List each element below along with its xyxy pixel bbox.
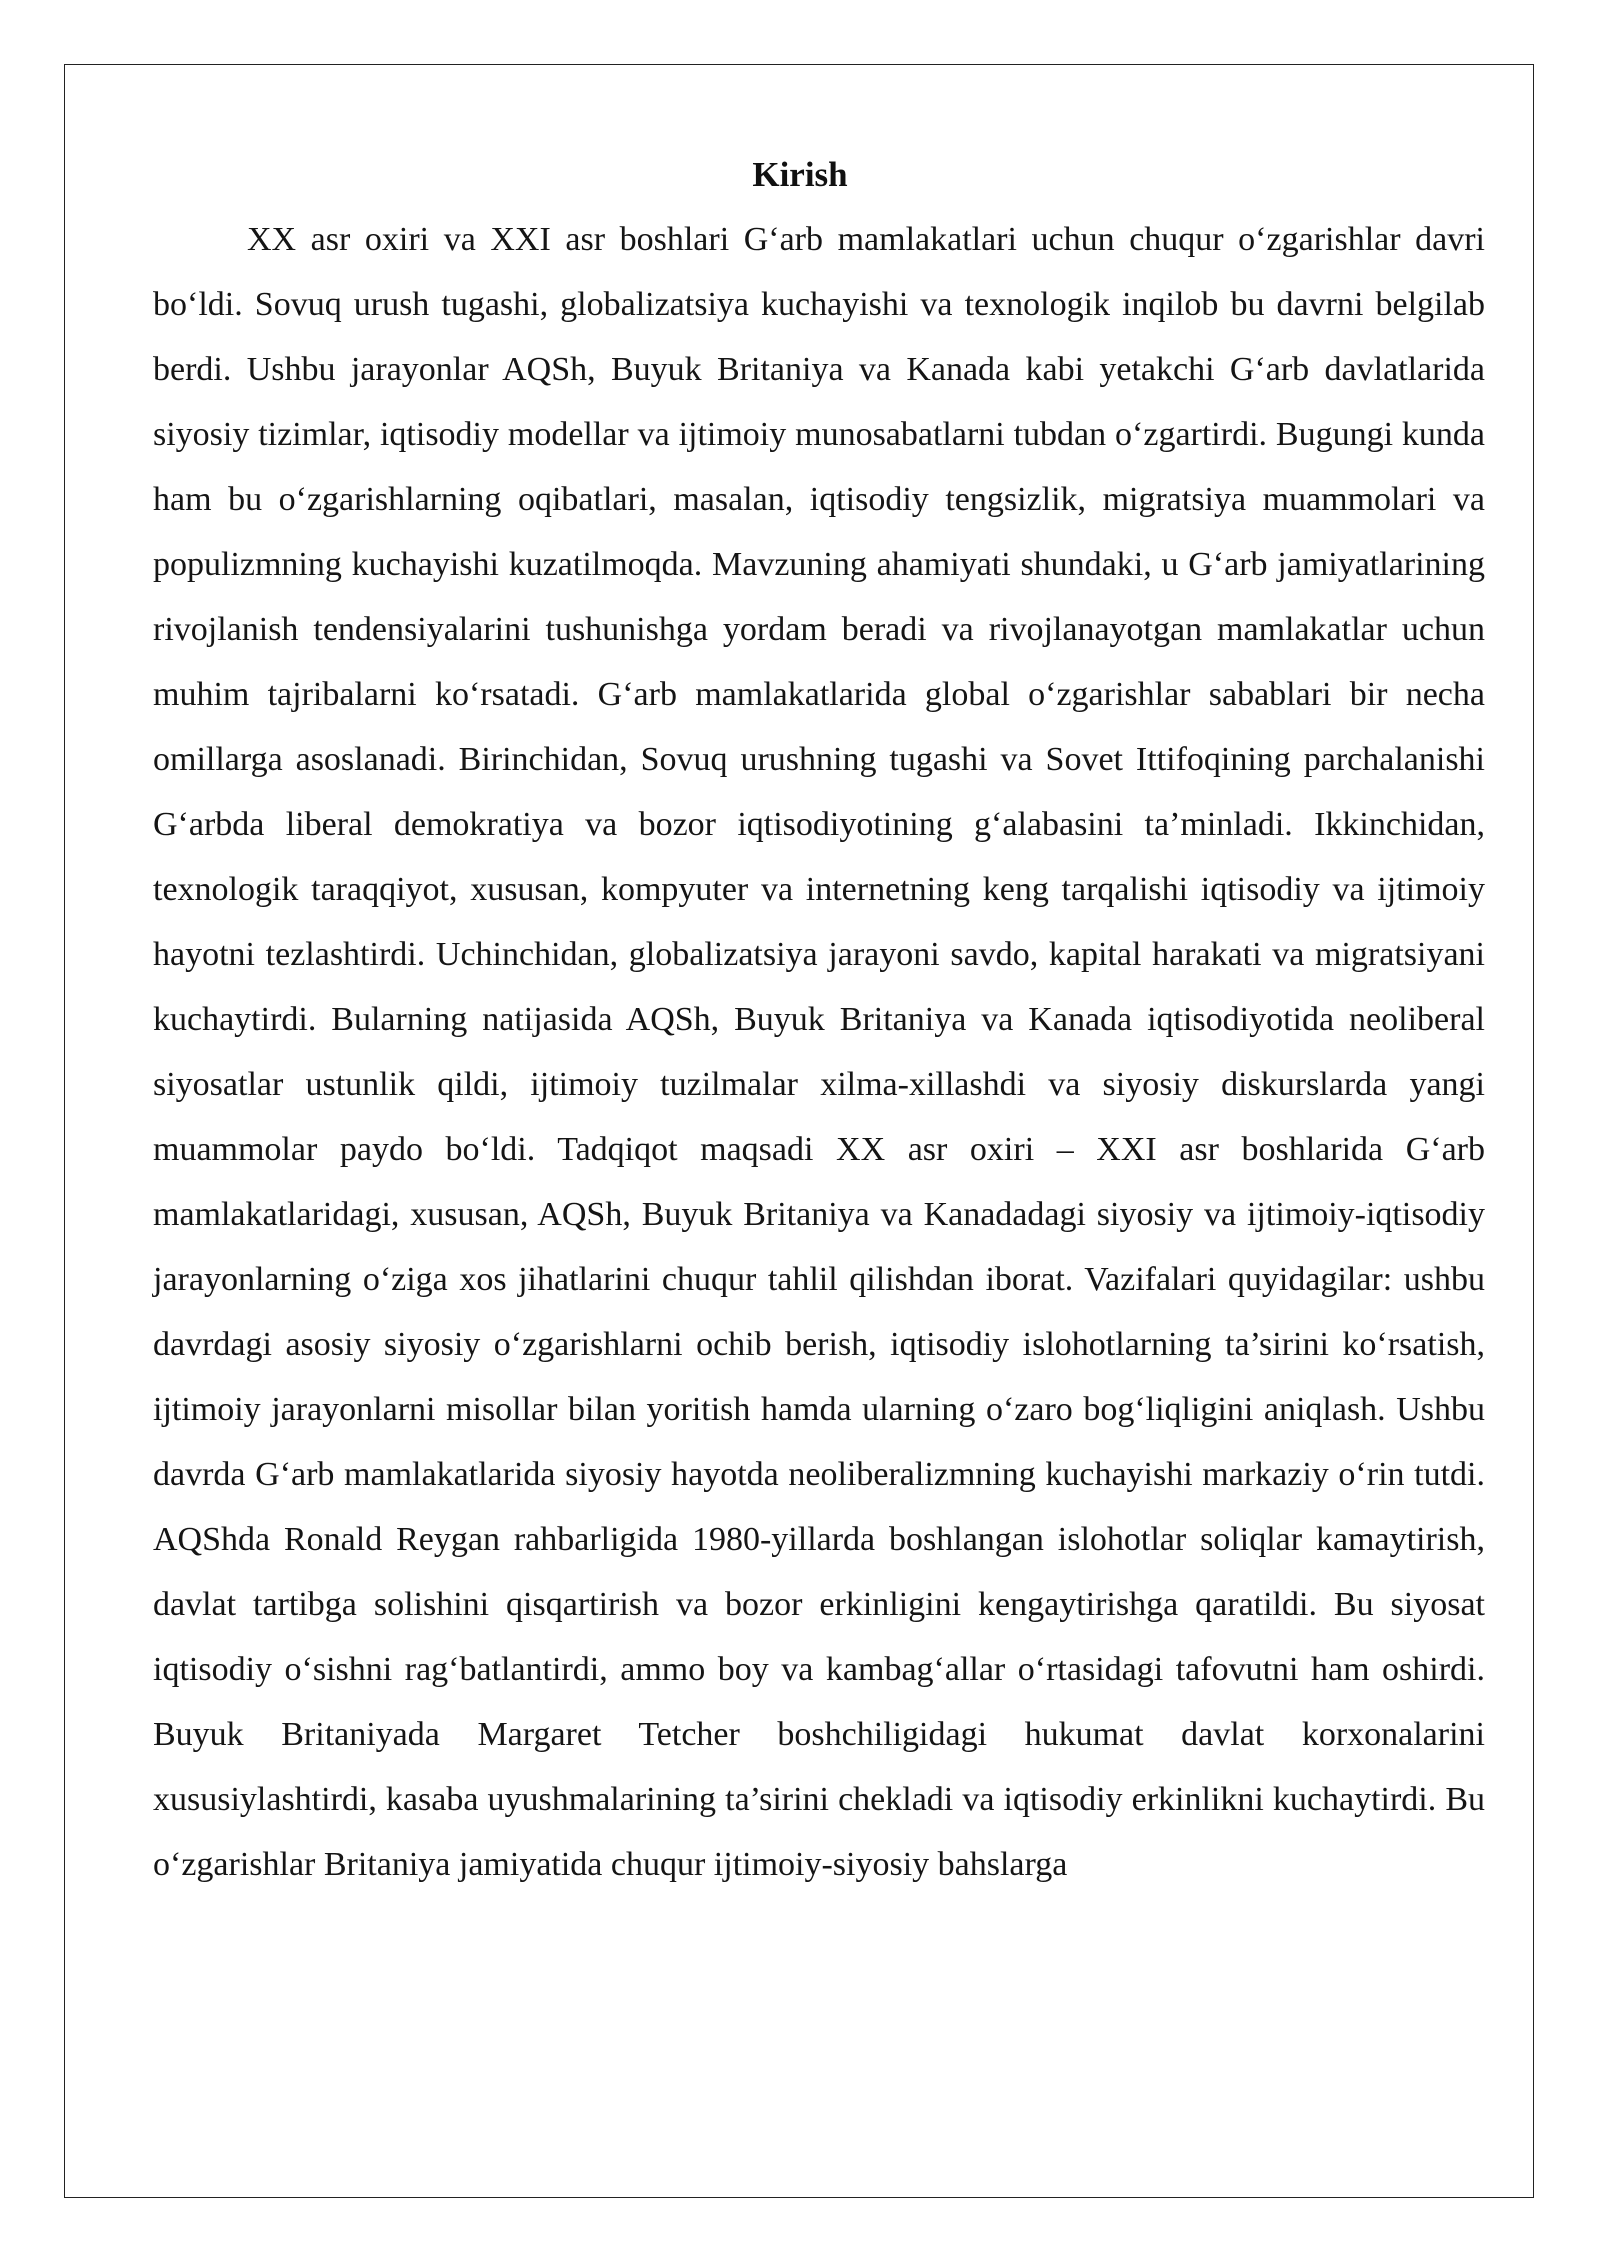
page-title: Kirish xyxy=(752,155,848,194)
body-paragraph: XX asr oxiri va XXI asr boshlari G‘arb mamlakatlari uchun chuqur o‘zgarishlar davri bo‘ldi. Sovuq urush tugashi, globalizatsiya kuchayishi va texnologik inqilob bu davrni belgilab berdi. Ushbu jarayonlar AQSh, Buyuk Britaniya va Kanada kabi yetakchi G‘arb davlatlarida siyosiy tizimlar, iqtisodiy modellar va ijtimoiy munosabatlarni tubdan o‘zgartirdi. Bugungi kunda ham bu o‘zgarishlarning oqibatlari, masalan, iqtisodiy tengsizlik, migratsiya muammolari va populizmning kuchayishi kuzatilmoqda. Mavzuning ahamiyati shundaki, u G‘arb jamiyatlarining rivojlanish tendensiyalarini tushunishga yordam beradi va rivojlanayotgan mamlakatlar uchun muhim tajribalarni ko‘rsatadi. G‘arb mamlakatlarida global o‘zgarishlar sabablari bir necha omillarga asoslanadi. Birinchidan, Sovuq urushning tugashi va Sovet Ittifoqining parchalanishi G‘arbda liberal demokratiya va bozor iqtisodiyotining g‘alabasini ta’minladi. Ikkinchidan, texnologik taraqqiyot, xususan, kompyuter va internetning keng tarqalishi iqtisodiy va ijtimoiy hayotni tezlashtirdi. Uchinchidan, globalizatsiya jarayoni savdo, kapital harakati va migratsiyani kuchaytirdi. Bularning natijasida AQSh, Buyuk Britaniya va Kanada iqtisodiyotida neoliberal siyosatlar ustunlik qildi, ijtimoiy tuzilmalar xilma-xillashdi va siyosiy diskurslarda yangi muammolar paydo bo‘ldi. Tadqiqot maqsadi XX asr oxiri – XXI asr boshlarida G‘arb mamlakatlaridagi, xususan, AQSh, Buyuk Britaniya va Kanadadagi siyosiy va ijtimoiy-iqtisodiy jarayonlarning o‘ziga xos jihatlarini chuqur tahlil qilishdan iborat. Vazifalari quyidagilar: ushbu davrdagi asosiy siyosiy o‘zgarishlarni ochib berish, iqtisodiy islohotlarning ta’sirini ko‘rsatish, ijtimoiy jarayonlarni misollar bilan yoritish hamda ularning o‘zaro bog‘liqligini aniqlash. Ushbu davrda G‘arb mamlakatlarida siyosiy hayotda neoliberalizmning kuchayishi markaziy o‘rin tutdi. AQShda Ronald Reygan rahbarligida 1980-yillarda boshlangan islohotlar soliqlar kamaytirish, davlat tartibga solishini qisqartirish va bozor erkinligini kengaytirishga qaratildi. Bu siyosat iqtisodiy o‘sishni rag‘batlantirdi, ammo boy va kambag‘allar o‘rtasidagi tafovutni ham oshirdi. Buyuk Britaniyada Margaret Tetcher boshchiligidagi hukumat davlat korxonalarini xususiylashtirdi, kasaba uyushmalarining ta’sirini chekladi va iqtisodiy erkinlikni kuchaytirdi. Bu o‘zgarishlar Britaniya jamiyatida chuqur ijtimoiy-siyosiy bahslarga xyxy=(153,221,1485,1883)
